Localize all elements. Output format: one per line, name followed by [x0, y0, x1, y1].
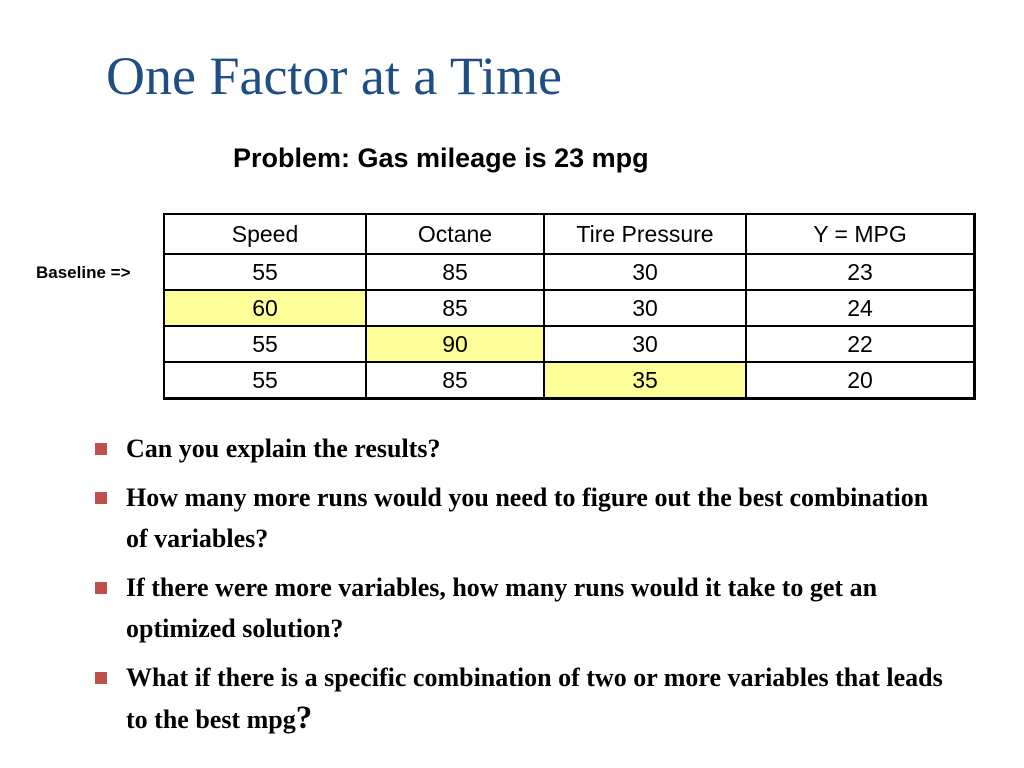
header-speed: Speed: [164, 214, 366, 254]
table-row: [164, 362, 975, 399]
table-row: [164, 290, 975, 326]
square-bullet-icon: [95, 672, 107, 684]
slide-title: One Factor at a Time: [106, 46, 562, 106]
cell-speed: 55: [164, 326, 366, 362]
bullet-text: If there were more variables, how many runs would it take to get an optimized solution?: [126, 573, 878, 643]
cell-octane: 85: [366, 290, 544, 326]
cell-speed: 55: [164, 362, 366, 399]
cell-mpg: 23: [746, 254, 975, 290]
bullet-text: How many more runs would you need to figure out the best combination of variables?: [126, 483, 929, 553]
cell-octane: 90: [366, 326, 544, 362]
cell-tire-pressure: 30: [544, 290, 746, 326]
table-row: [164, 254, 975, 290]
cell-octane: 85: [366, 254, 544, 290]
header-tire-pressure: Tire Pressure: [544, 214, 746, 254]
baseline-label: Baseline =>: [36, 263, 131, 282]
bullet-list: [95, 428, 945, 748]
square-bullet-icon: [95, 492, 107, 504]
question-mark: ?: [295, 700, 313, 736]
table-header-row: [164, 214, 975, 254]
problem-statement: Problem: Gas mileage is 23 mpg: [233, 143, 649, 173]
cell-mpg: 24: [746, 290, 975, 326]
list-item: [95, 477, 945, 559]
square-bullet-icon: [95, 443, 107, 455]
cell-mpg: 22: [746, 326, 975, 362]
list-item: [95, 657, 945, 740]
header-mpg: Y = MPG: [746, 214, 975, 254]
cell-mpg: 20: [746, 362, 975, 399]
bullet-text: What if there is a specific combination of two or more variables that leads to the best mpg: [126, 663, 943, 734]
list-item: [95, 567, 945, 649]
list-item: [95, 428, 945, 469]
cell-speed: 60: [164, 290, 366, 326]
cell-tire-pressure: 30: [544, 254, 746, 290]
cell-tire-pressure: 35: [544, 362, 746, 399]
cell-octane: 85: [366, 362, 544, 399]
cell-tire-pressure: 30: [544, 326, 746, 362]
header-octane: Octane: [366, 214, 544, 254]
table-row: [164, 326, 975, 362]
square-bullet-icon: [95, 582, 107, 594]
experiment-table: [163, 213, 976, 400]
cell-speed: 55: [164, 254, 366, 290]
bullet-text: Can you explain the results?: [126, 434, 441, 463]
